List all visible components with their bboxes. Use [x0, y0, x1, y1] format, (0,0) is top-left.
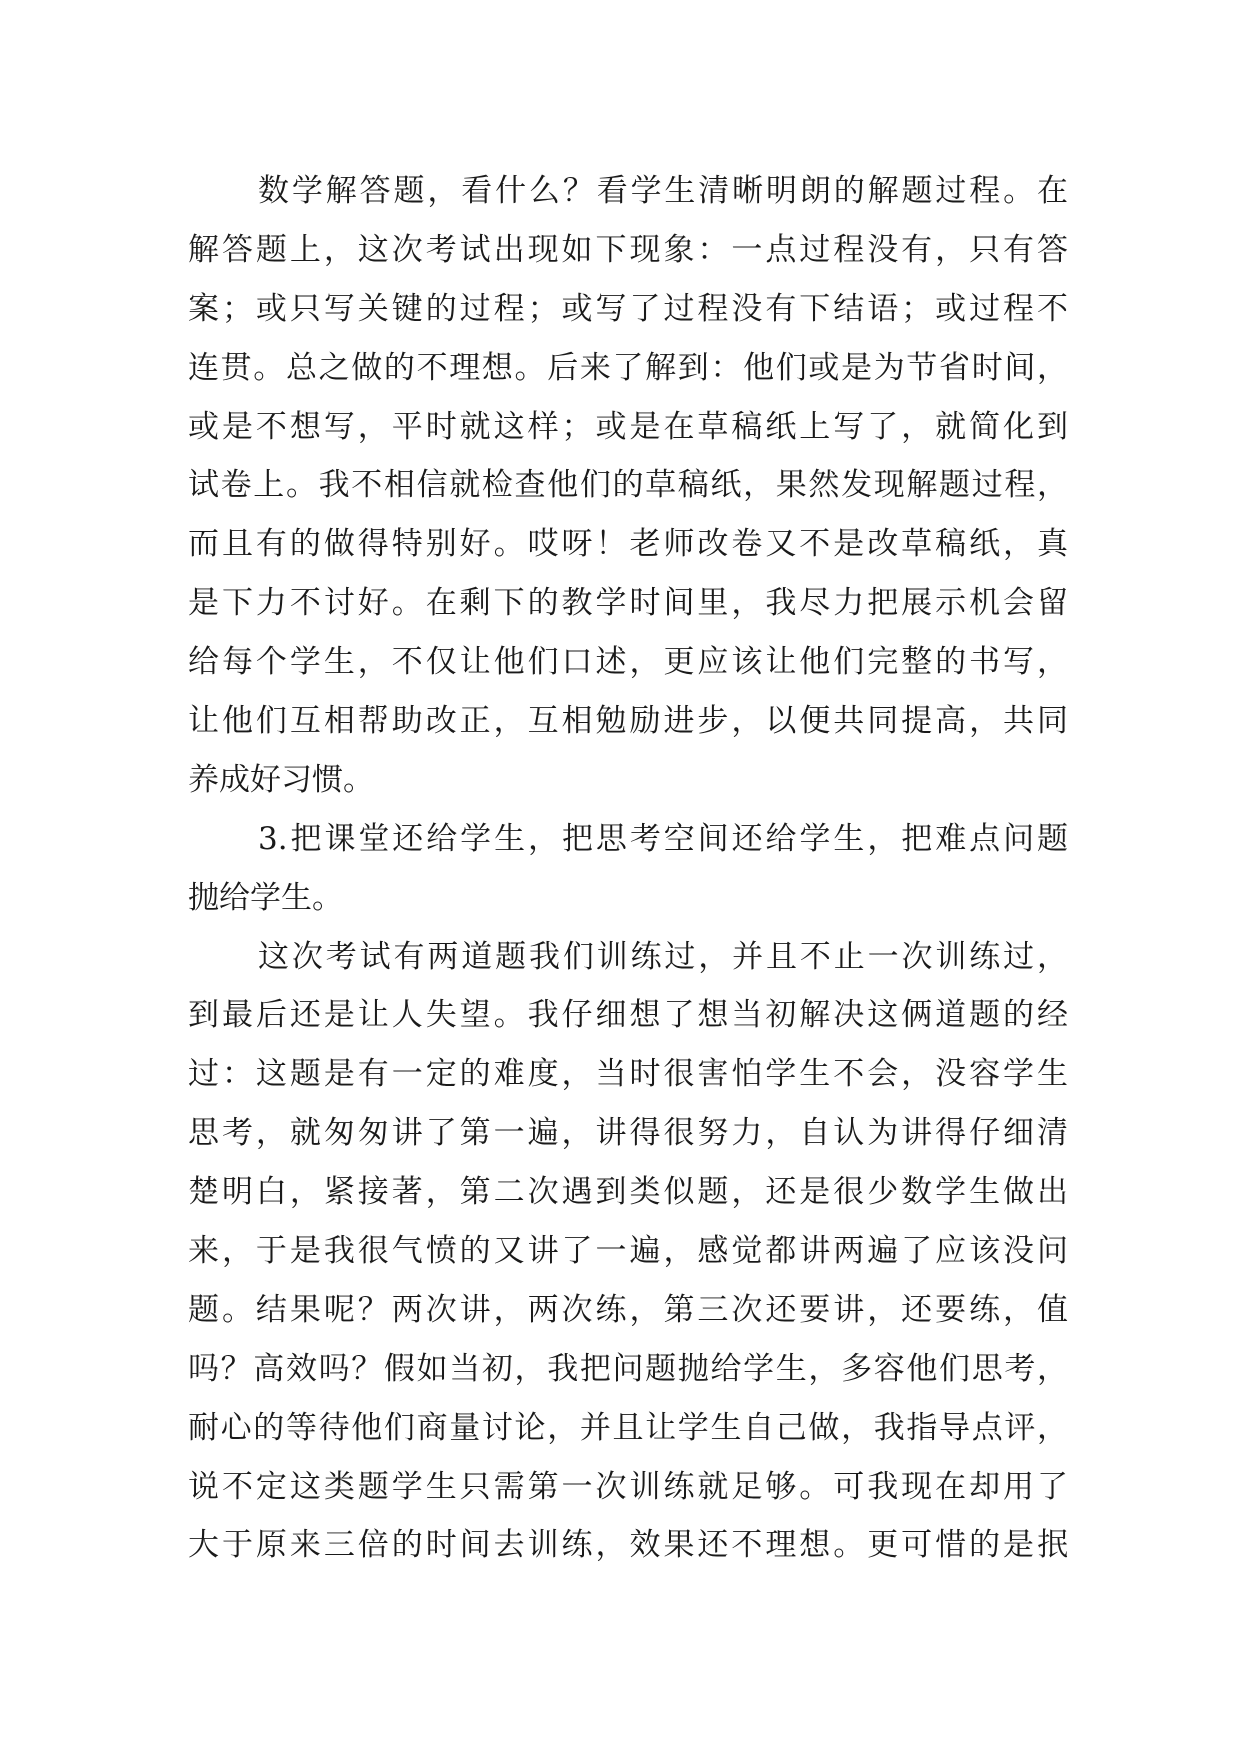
text-line: 数学解答题，看什么？看学生清晰明朗的解题过程。在: [258, 173, 1068, 209]
document-body: [188, 162, 1068, 1575]
text-line: 耐心的等待他们商量讨论，并且让学生自己做，我指导点评，: [188, 1409, 1068, 1446]
text-line: 案；或只写关键的过程；或写了过程没有下结语；或过程不: [188, 290, 1068, 327]
text-line: 楚明白，紧接著，第二次遇到类似题，还是很少数学生做出: [188, 1174, 1068, 1211]
text-line: 来，于是我很气愤的又讲了一遍，感觉都讲两遍了应该没问: [188, 1233, 1068, 1270]
text-line: 解答题上，这次考试出现如下现象：一点过程没有，只有答: [188, 231, 1068, 268]
paragraph-math-answer-process: [188, 162, 1068, 810]
text-line: 试卷上。我不相信就检查他们的草稿纸，果然发现解题过程，: [188, 467, 1068, 504]
text-line: 而且有的做得特别好。哎呀！老师改卷又不是改草稿纸，真: [188, 526, 1068, 563]
text-line: 吗？高效吗？假如当初，我把问题抛给学生，多容他们思考，: [188, 1350, 1068, 1387]
text-line: 让他们互相帮助改正，互相勉励进步，以便共同提高，共同: [188, 703, 1068, 740]
text-line: 连贯。总之做的不理想。后来了解到：他们或是为节省时间，: [188, 349, 1068, 386]
text-line: 大于原来三倍的时间去训练，效果还不理想。更可惜的是抿: [188, 1527, 1068, 1564]
text-line: 过：这题是有一定的难度，当时很害怕学生不会，没容学生: [188, 1056, 1068, 1093]
text-line: 这次考试有两道题我们训练过，并且不止一次训练过，: [258, 938, 1068, 975]
text-line: 是下力不讨好。在剩下的教学时间里，我尽力把展示机会留: [188, 585, 1068, 622]
text-line: 给每个学生，不仅让他们口述，更应该让他们完整的书写，: [188, 644, 1068, 681]
text-line: 养成好习惯。: [188, 761, 374, 798]
text-line: 说不定这类题学生只需第一次训练就足够。可我现在却用了: [188, 1468, 1068, 1505]
section-heading-line: 抛给学生。: [188, 879, 343, 916]
text-line: 或是不想写，平时就这样；或是在草稿纸上写了，就简化到: [188, 408, 1068, 445]
text-line: 思考，就匆匆讲了第一遍，讲得很努力，自认为讲得仔细清: [188, 1115, 1068, 1152]
paragraph-exam-reflection: [188, 928, 1068, 1576]
text-line: 题。结果呢？两次讲，两次练，第三次还要讲，还要练，值: [188, 1291, 1068, 1328]
paragraph-section-3-heading: [188, 810, 1068, 928]
text-line: 到最后还是让人失望。我仔细想了想当初解决这俩道题的经: [188, 997, 1068, 1034]
section-heading-line: 3.把课堂还给学生，把思考空间还给学生，把难点问题: [258, 820, 1068, 857]
